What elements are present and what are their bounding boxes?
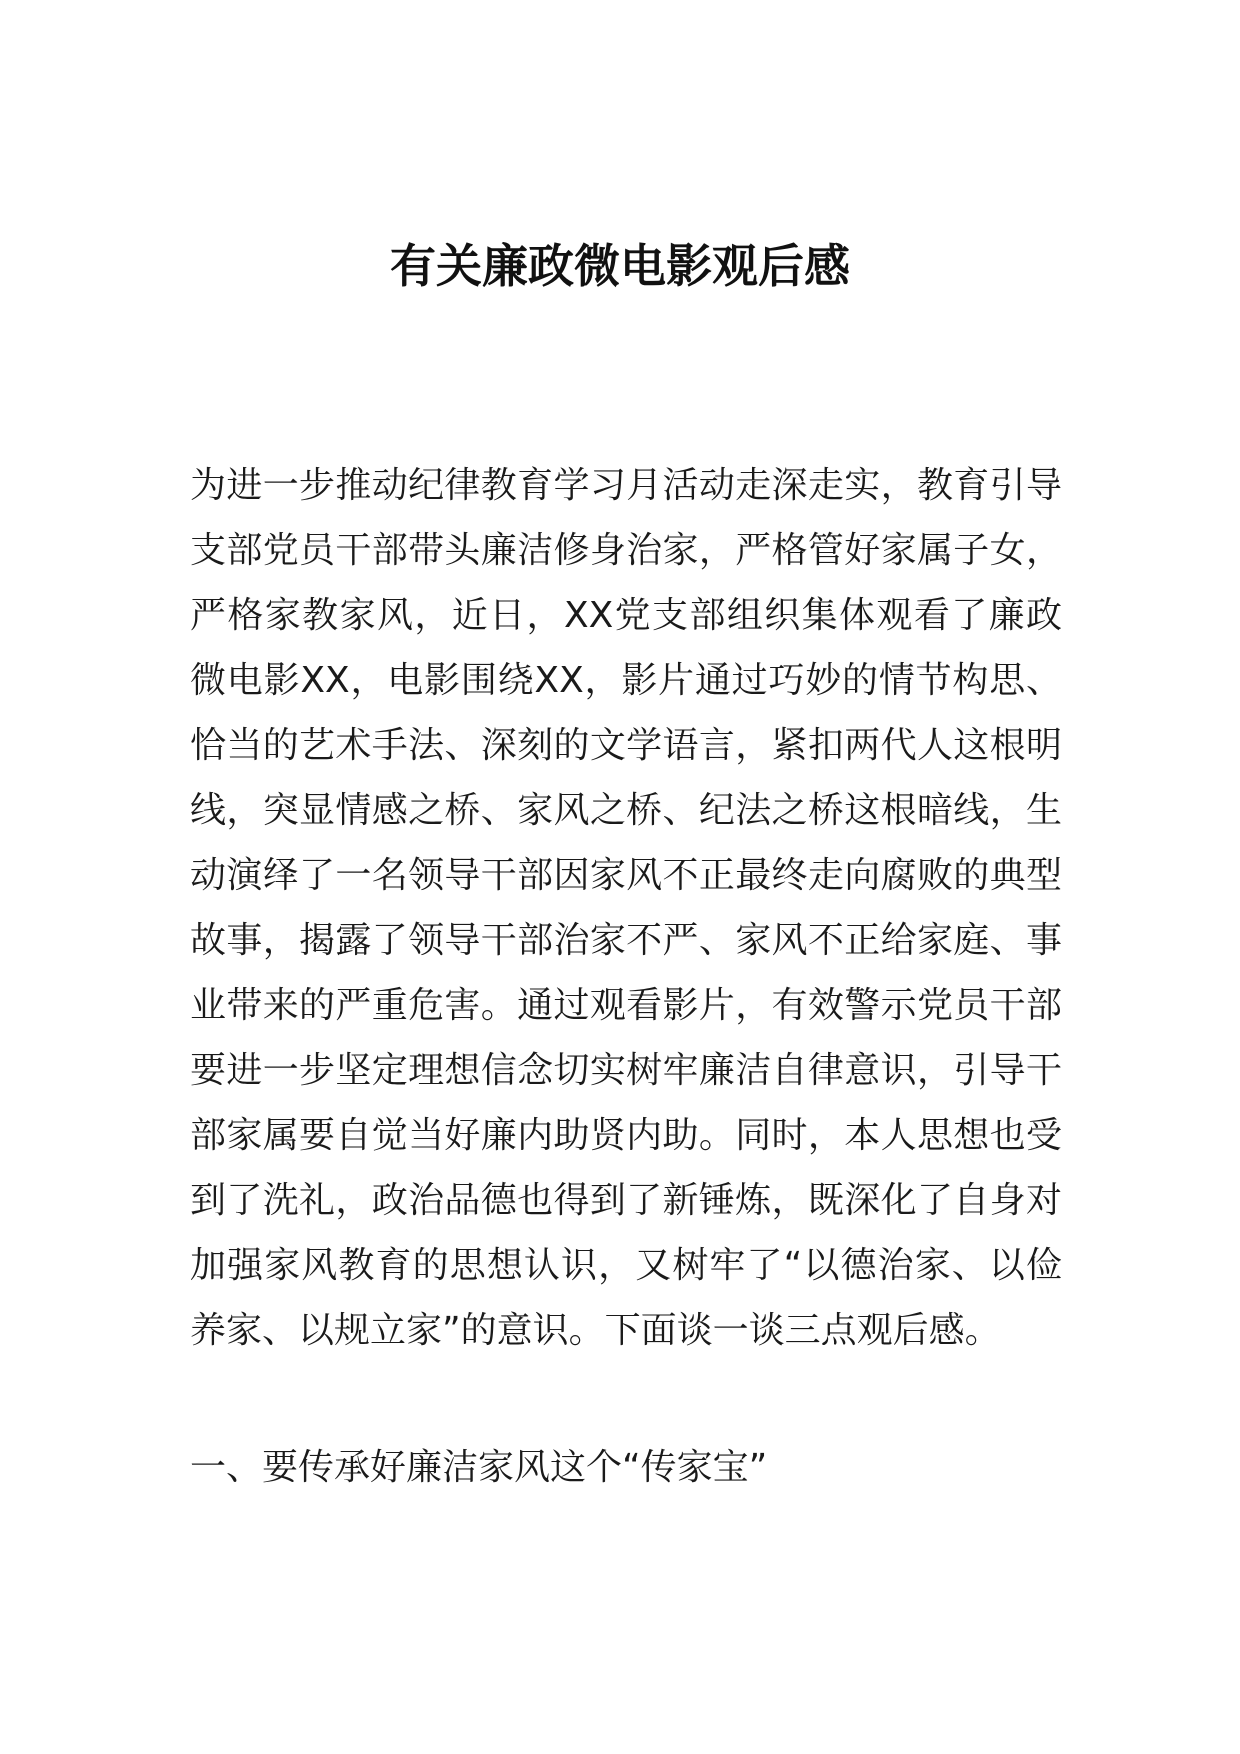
section-heading: 一、要传承好廉洁家风这个“传家宝” [190,1447,768,1488]
document-title: 有关廉政微电影观后感 [390,238,850,293]
intro-paragraph: 为进一步推动纪律教育学习月活动走深走实，教育引导支部党员干部带头廉洁修身治家，严格管好家属子女，严格家教家风，近日，XX党支部组织集体观看了廉政微电影XX，电影围绕XX，影片通过巧妙的情节构思、恰当的艺术手法、深刻的文学语言，紧扣两代人这根明线，突显情感之桥、家风之桥、纪法之桥这根暗线，生动演绎了一名领导干部因家风不正最终走向腐败的典型故事，揭露了领导干部治家不严、家风不正给家庭、事业带来的严重危害。通过观看影片，有效警示党员干部要进一步坚定理想信念切实树牢廉洁自律意识，引导干部家属要自觉当好廉内助贤内助。同时，本人思想也受到了洗礼，政治品德也得到了新锤炼，既深化了自身对加强家风教育的思想认识，又树牢了“以德治家、以俭养家、以规立家”的意识。下面谈一谈三点观后感。 [190,465,1062,1351]
